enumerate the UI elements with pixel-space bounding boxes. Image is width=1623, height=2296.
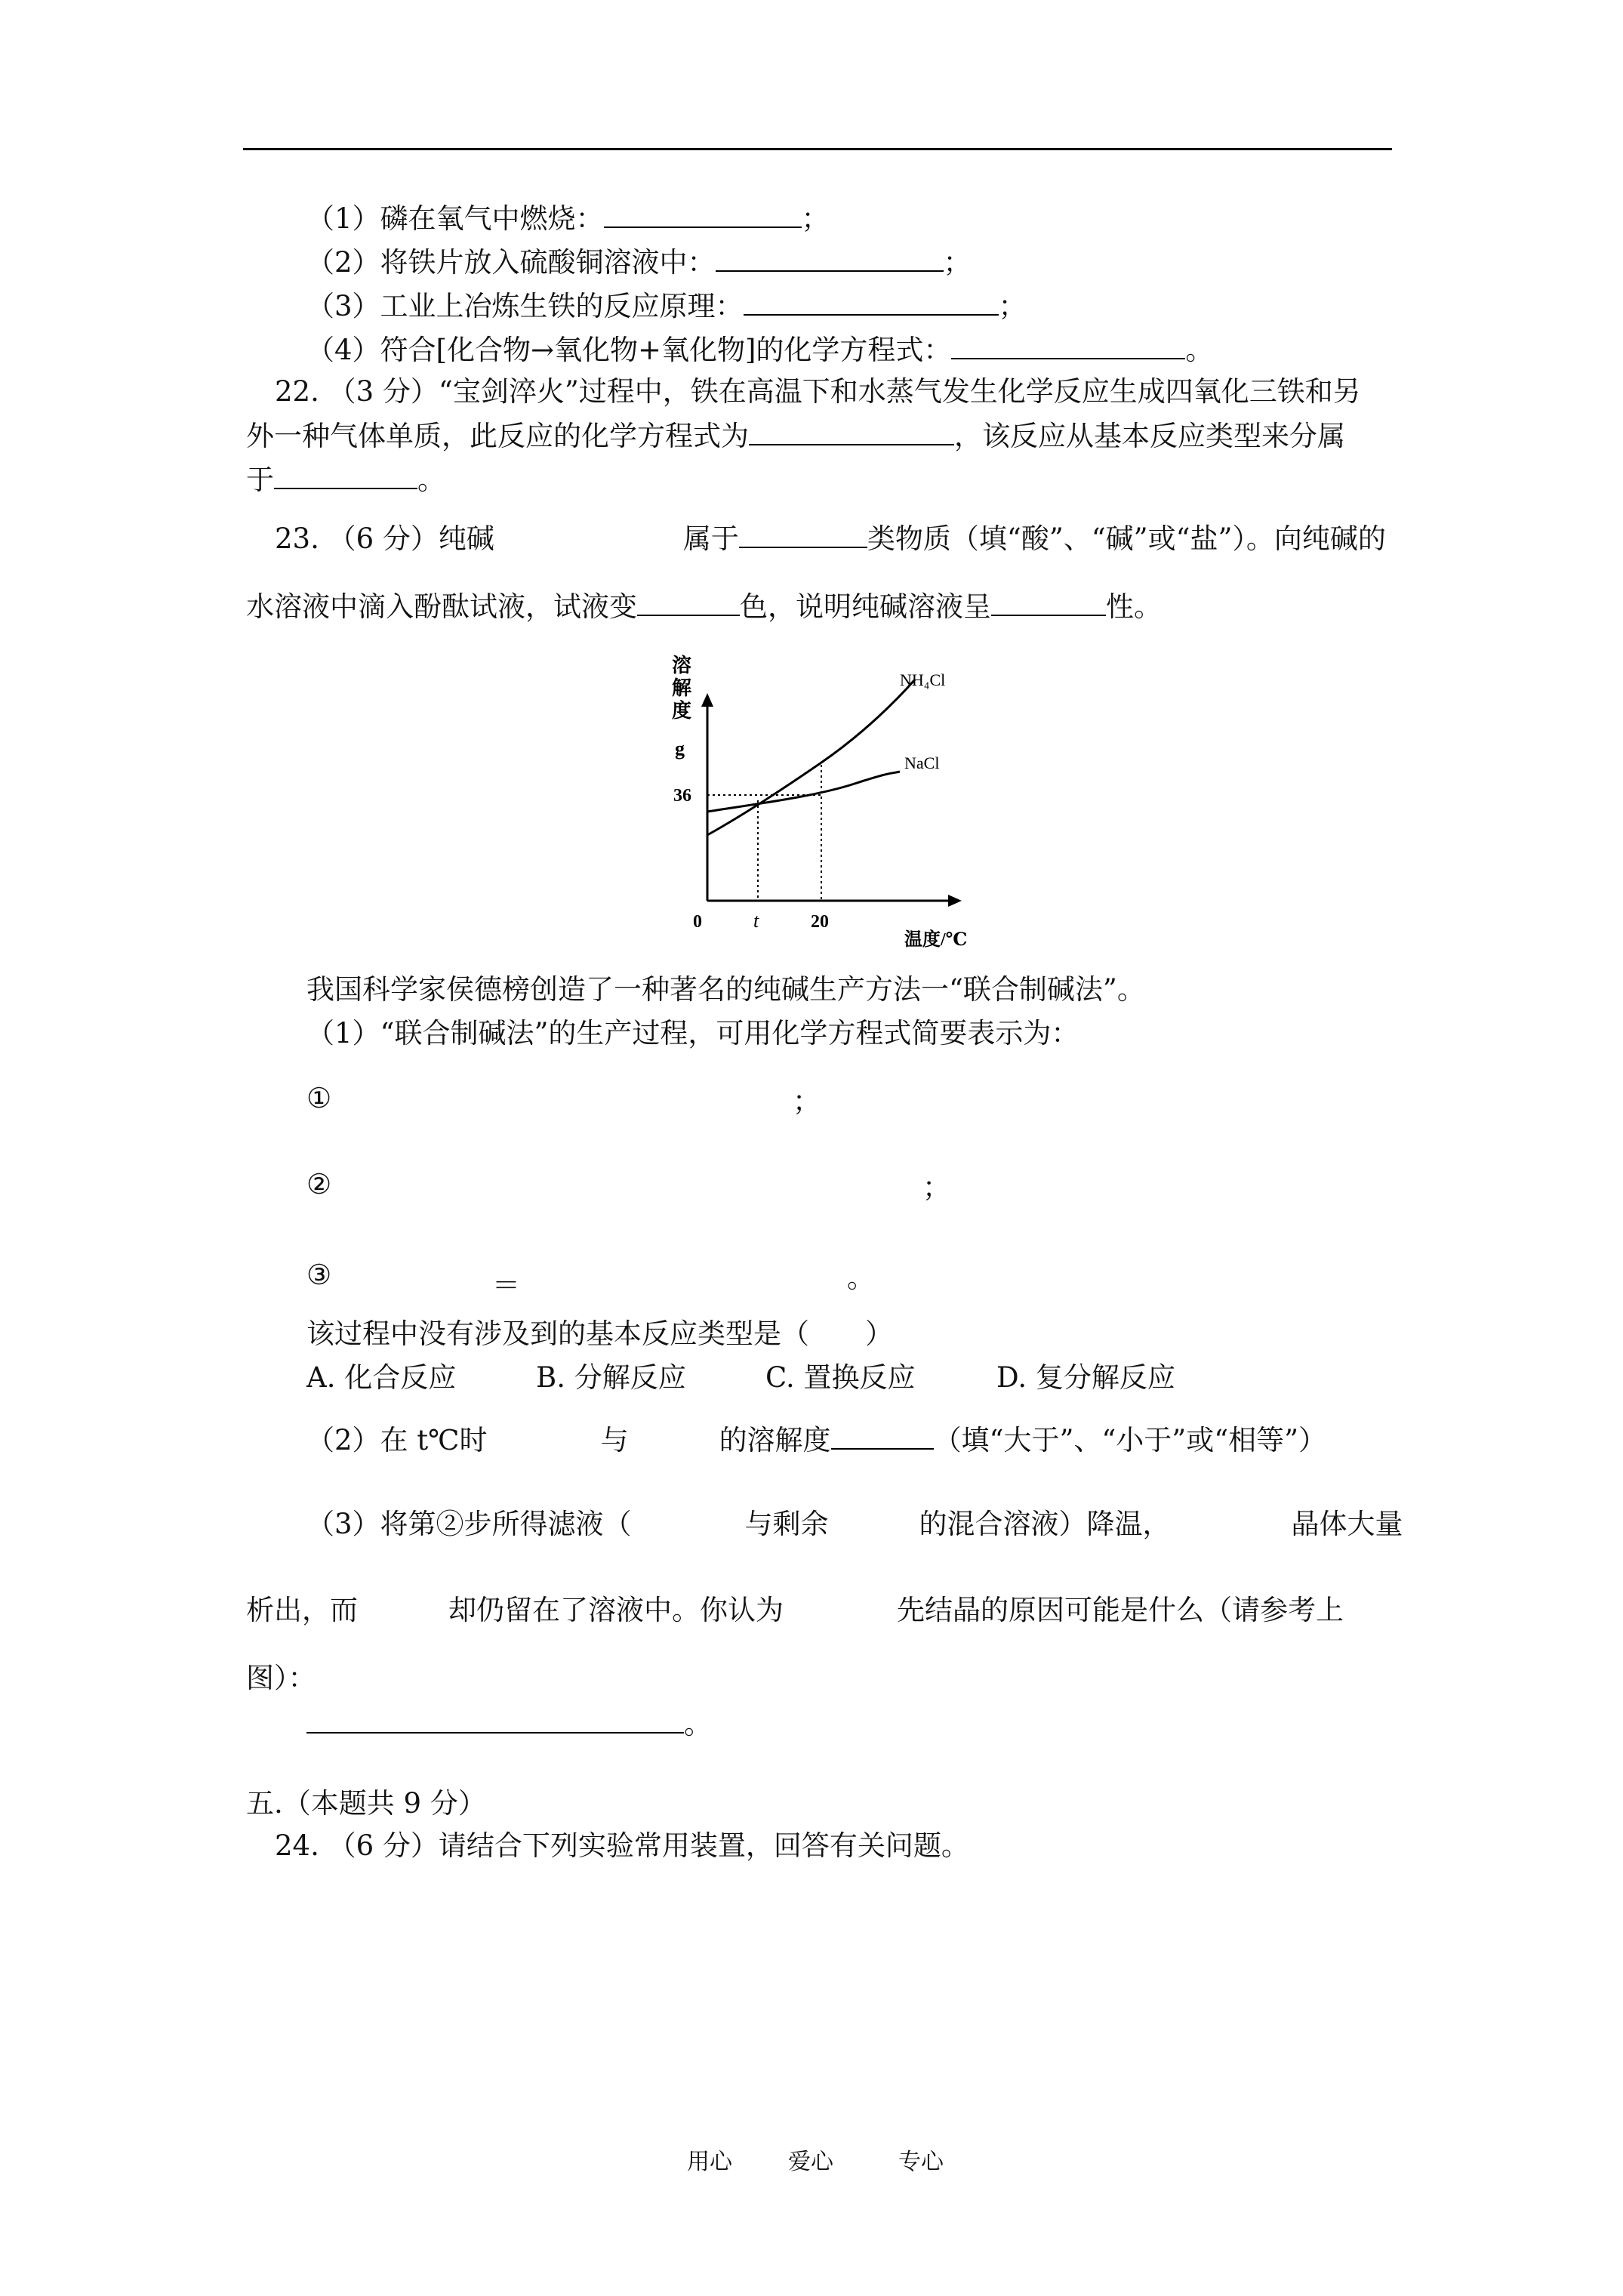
section-5-title: 五.（本题共 9 分）: [246, 1787, 486, 1820]
y-tick-label: 36: [673, 786, 691, 806]
answer-blank[interactable]: [749, 418, 954, 445]
option-d[interactable]: D. 复分解反应: [996, 1361, 1175, 1394]
x-tick-label: 20: [811, 912, 829, 932]
answer-blank[interactable]: [744, 288, 999, 316]
answer-blank[interactable]: [274, 462, 417, 489]
q21-item-2: （2）将铁片放入硫酸铜溶液中： ；: [306, 246, 972, 279]
answer-blank[interactable]: [951, 332, 1185, 359]
equation-2-end: ；: [922, 1171, 950, 1203]
series-label-nacl: NaCl: [904, 754, 940, 772]
equation-3-equals: ＝: [492, 1269, 520, 1302]
equation-3-number: ③: [306, 1259, 332, 1291]
q22-line-3: 于 。: [246, 464, 445, 496]
solubility-chart: [619, 649, 974, 951]
answer-blank[interactable]: [637, 589, 740, 616]
q22-line-1: 22. （3 分）“宝剑淬火”过程中，铁在高温下和水蒸气发生化学反应生成四氧化三铁和另: [275, 375, 1361, 408]
footer-text-3: 专心: [898, 2149, 944, 2175]
equation-3-end: 。: [847, 1262, 875, 1294]
y-axis-label-char: 度: [672, 700, 692, 722]
q23-sub1: （1）“联合制碱法”的生产过程，可用化学方程式简要表示为：: [306, 1017, 1079, 1049]
answer-blank[interactable]: [306, 1706, 684, 1734]
equation-2-number: ②: [306, 1168, 332, 1200]
answer-blank[interactable]: [831, 1422, 934, 1450]
q24-text: 24. （6 分）请结合下列实验常用装置，回答有关问题。: [275, 1829, 969, 1862]
option-b[interactable]: B. 分解反应: [536, 1361, 686, 1394]
series-line-nacl: [707, 772, 900, 812]
q21-item-1: （1）磷在氧气中燃烧： ；: [306, 202, 830, 235]
equation-1-number: ①: [306, 1082, 332, 1114]
option-a[interactable]: A. 化合反应: [306, 1361, 457, 1394]
q23-sub2: （2）在 t℃时 与 的溶解度 （填“大于”、“小于”或“相等”）: [306, 1424, 1327, 1456]
y-axis-label-char: 溶: [672, 655, 692, 676]
q22-line-2: 外一种气体单质，此反应的化学方程式为 ，该反应从基本反应类型来分属: [246, 420, 1345, 452]
x-tick-label: 0: [693, 912, 702, 932]
q23-sub3-line-1: （3）将第②步所得滤液（ 与剩余 的混合溶液）降温， 晶体大量: [306, 1508, 1403, 1540]
x-tick-label: t: [753, 910, 759, 932]
q23-sub3-line-2: 析出，而 却仍留在了溶液中。你认为 先结晶的原因可能是什么（请参考上: [246, 1594, 1344, 1626]
answer-blank[interactable]: [991, 589, 1106, 616]
answer-blank[interactable]: [716, 245, 944, 272]
q23-sub3-line-4: 。: [306, 1706, 712, 1742]
option-c[interactable]: C. 置换反应: [765, 1361, 916, 1394]
footer-text-1: 用心: [687, 2149, 732, 2175]
q21-item-4: （4）符合[化合物→氧化物+氧化物]的化学方程式： 。: [306, 334, 1214, 366]
q21-item-3: （3）工业上冶炼生铁的反应原理： ；: [306, 290, 1027, 322]
y-axis-unit: g: [675, 738, 685, 760]
x-axis-label: 温度/℃: [904, 930, 968, 950]
y-axis-arrow: [701, 693, 713, 707]
answer-blank[interactable]: [739, 521, 867, 548]
reaction-type-question: 该过程中没有涉及到的基本反应类型是（ ）: [306, 1318, 893, 1350]
q23-intro: 我国科学家侯德榜创造了一种著名的纯碱生产方法一“联合制碱法”。: [306, 973, 1145, 1006]
q23-sub3-line-3: 图）：: [246, 1662, 316, 1694]
series-line-nh4cl: [707, 680, 915, 835]
q23-line-1: 23. （6 分）纯碱 属于 类物质（填“酸”、“碱”或“盐”）。向纯碱的: [275, 522, 1386, 555]
header-rule: [243, 148, 1392, 150]
q23-line-2: 水溶液中滴入酚酞试液，试液变 色，说明纯碱溶液呈 性。: [246, 590, 1162, 623]
equation-1-end: ；: [793, 1085, 821, 1117]
y-axis-label-char: 解: [672, 677, 692, 699]
footer-text-2: 爱心: [788, 2149, 833, 2175]
x-axis-arrow: [948, 895, 962, 907]
answer-blank[interactable]: [604, 201, 802, 228]
series-label-nh4cl: NH₄Cl: [900, 670, 946, 689]
